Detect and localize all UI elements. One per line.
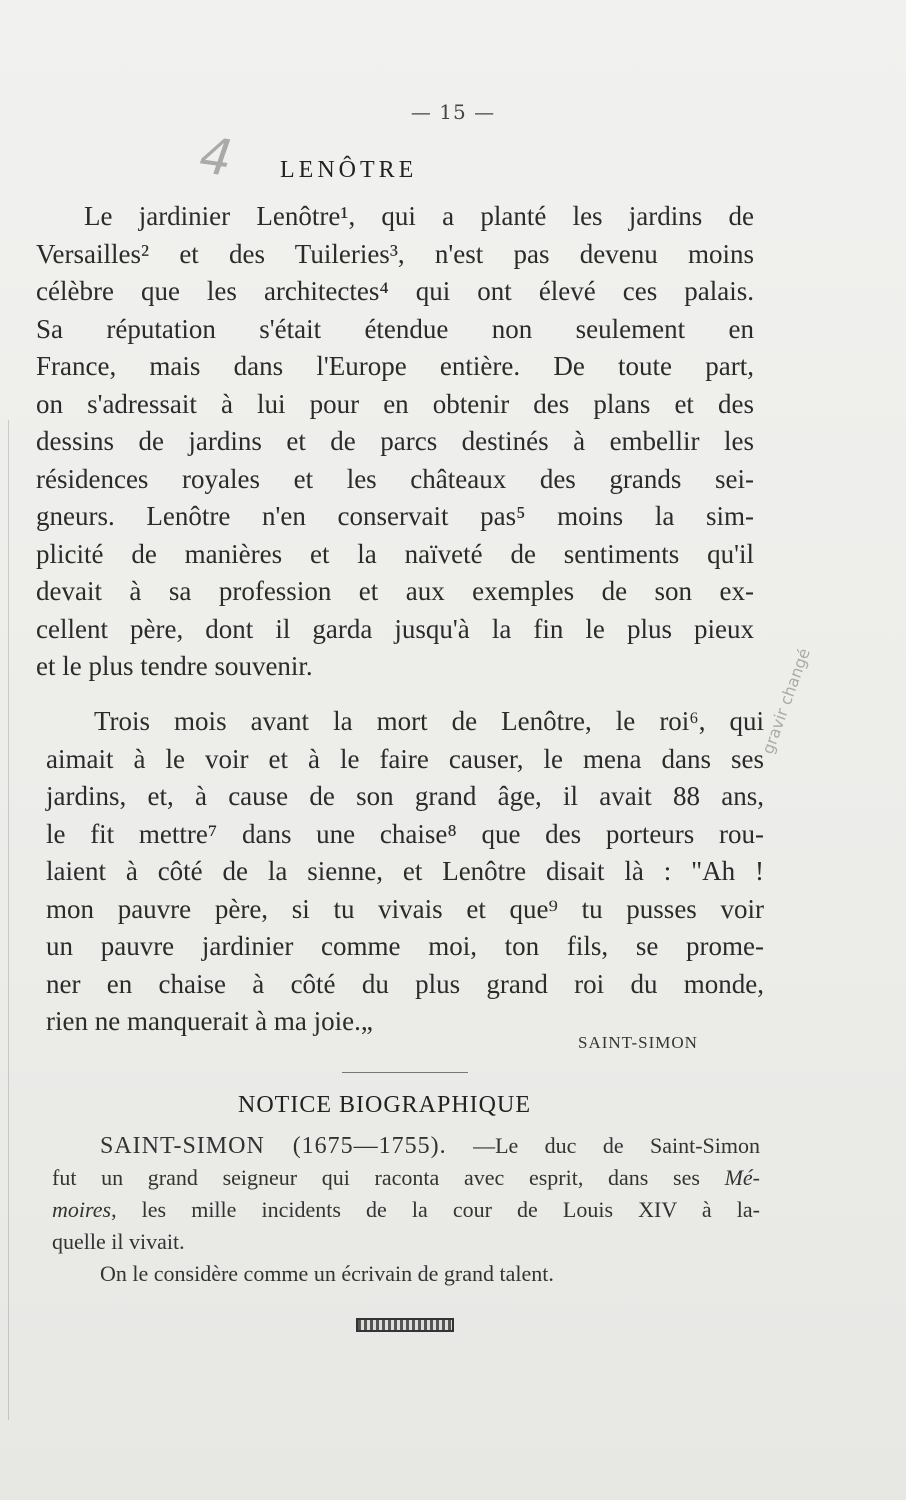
notice-italic-title: moires	[52, 1197, 112, 1222]
text-line: Trois mois avant la mort de Lenôtre, le roi⁶, qui	[94, 706, 764, 736]
text-line: aimait à le voir et à le faire causer, le mena dans ses	[46, 743, 764, 774]
text-line: laient à côté de la sienne, et Lenôtre disait là : "Ah !	[46, 856, 764, 886]
text-line: Sa réputation s'était étendue non seulement en	[36, 313, 754, 344]
text-line: devait à sa profession et aux exemples de son ex-	[36, 576, 754, 606]
text-line: Versailles² et des Tuileries³, n'est pas devenu moins	[36, 238, 754, 269]
text-line: ner en chaise à côté du plus grand roi du monde,	[46, 968, 764, 999]
notice-line	[52, 1194, 760, 1226]
notice-line-text: , les mille incidents de la cour de Louis XIV à la-	[111, 1197, 760, 1222]
notice-line: quelle il vivait.	[52, 1229, 185, 1254]
notice-line-rest: —Le duc de Saint-Simon	[446, 1133, 761, 1158]
text-line: cellent père, dont il garda jusqu'à la fin le plus pieux	[36, 613, 754, 644]
notice-heading: NOTICE BIOGRAPHIQUE	[238, 1092, 531, 1118]
paragraph-1	[36, 198, 754, 686]
text-line: Le jardinier Lenôtre¹, qui a planté les jardins de	[84, 201, 754, 231]
text-line: dessins de jardins et de parcs destinés à embellir les	[36, 426, 754, 456]
notice-line-text: fut un grand seigneur qui raconta avec esprit, dans ses	[52, 1165, 725, 1190]
text-line: et le plus tendre souvenir.	[36, 651, 313, 681]
text-line: plicité de manières et la naïveté de sentiments qu'il	[36, 538, 754, 569]
text-line: mon pauvre père, si tu vivais et que⁹ tu pusses voir	[46, 893, 764, 924]
page-title: LENÔTRE	[280, 157, 418, 183]
text-line: le fit mettre⁷ dans une chaise⁸ que des porteurs rou-	[46, 818, 764, 849]
text-line: jardins, et, à cause de son grand âge, il avait 88 ans,	[46, 781, 764, 811]
text-line: gneurs. Lenôtre n'en conservait pas⁵ moins la sim-	[36, 501, 754, 531]
notice-text	[52, 1130, 760, 1290]
signature: SAINT-SIMON	[578, 1033, 698, 1052]
notice-line: On le considère comme un écrivain de grand talent.	[100, 1261, 554, 1286]
notice-lead: SAINT-SIMON (1675—1755).	[100, 1133, 447, 1159]
page-edge-line	[8, 420, 9, 1420]
section-divider	[342, 1072, 468, 1073]
notice-line	[52, 1162, 760, 1194]
text-line: célèbre que les architectes⁴ qui ont élevé ces palais.	[36, 276, 754, 306]
handwritten-mark: 4	[196, 126, 236, 188]
page-number: — 15 —	[410, 100, 496, 124]
text-line: France, mais dans l'Europe entière. De toute part,	[36, 351, 754, 381]
paragraph-2	[46, 703, 764, 1041]
ornament-bar	[356, 1318, 454, 1332]
text-line: rien ne manquerait à ma joie.„	[46, 1006, 373, 1036]
notice-line	[52, 1130, 760, 1162]
text-line: on s'adressait à lui pour en obtenir des plans et des	[36, 388, 754, 419]
text-line: un pauvre jardinier comme moi, ton fils, se prome-	[46, 931, 764, 961]
text-line: résidences royales et les châteaux des grands sei-	[36, 463, 754, 494]
notice-italic-title: Mé-	[724, 1165, 760, 1190]
margin-note: gravir changé	[758, 645, 814, 757]
